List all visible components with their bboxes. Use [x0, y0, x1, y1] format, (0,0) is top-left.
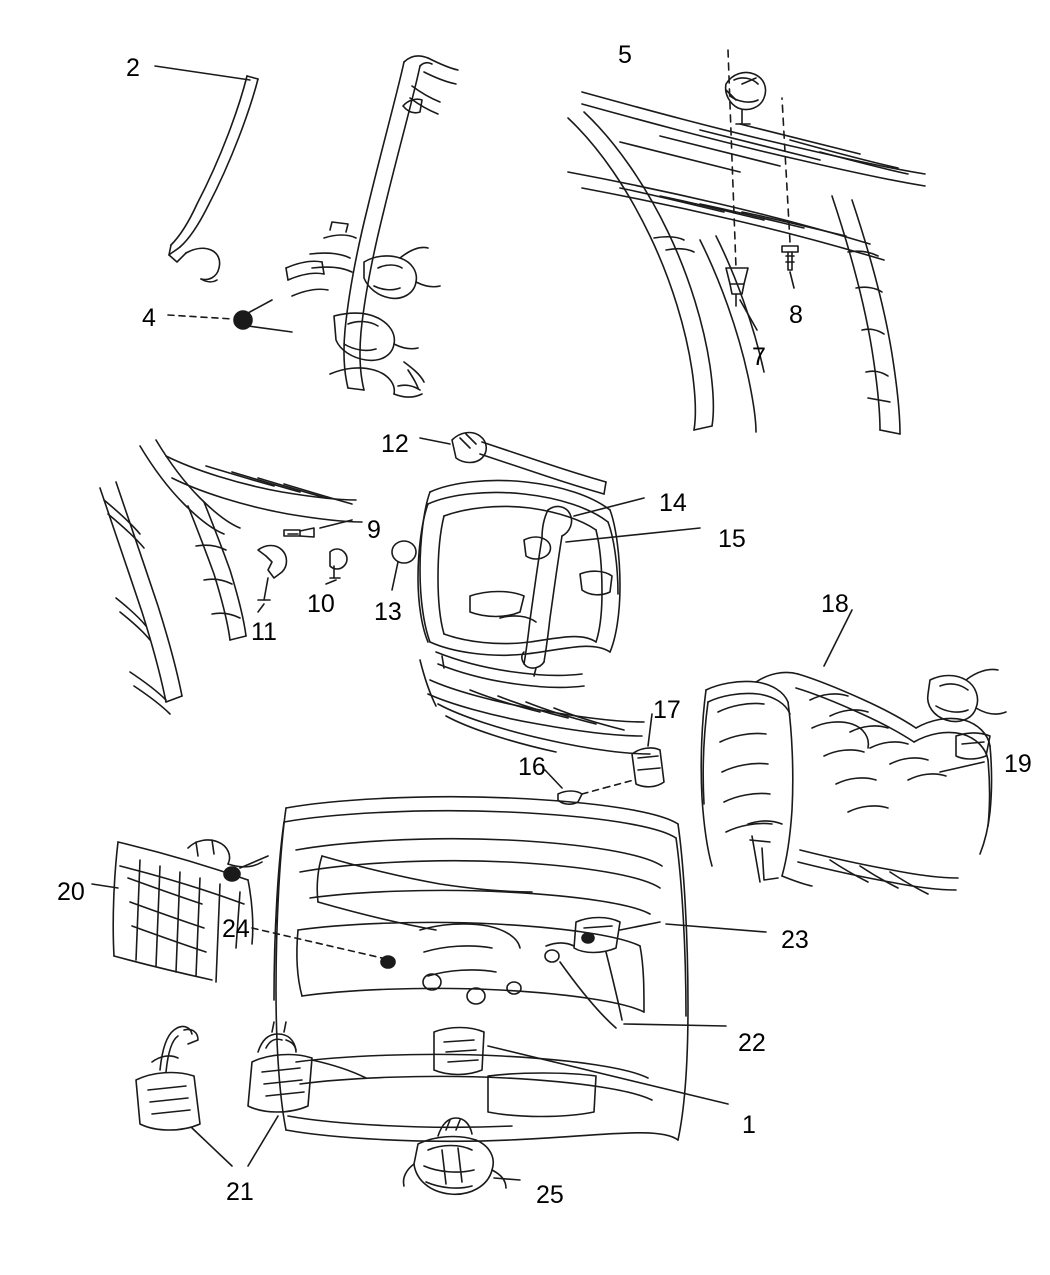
- callout-9: 9: [367, 516, 381, 544]
- callout-7: 7: [752, 343, 766, 371]
- group-upper-right-roof: [568, 50, 925, 434]
- callout-5: 5: [618, 41, 632, 69]
- callout-19: 19: [1004, 750, 1032, 778]
- callout-14: 14: [659, 489, 687, 517]
- group-right-body-opening: [701, 610, 1006, 894]
- callout-13: 13: [374, 598, 402, 626]
- callout-16: 16: [518, 753, 546, 781]
- group-middle-left-headliner: [100, 440, 362, 714]
- callout-21: 21: [226, 1178, 254, 1206]
- callout-18: 18: [821, 590, 849, 618]
- callout-17: 17: [653, 696, 681, 724]
- callout-24: 24: [222, 915, 250, 943]
- callout-22: 22: [738, 1029, 766, 1057]
- group-bottom-liftgate-panel: [92, 797, 766, 1195]
- callout-1: 1: [742, 1111, 756, 1139]
- callout-10: 10: [307, 590, 335, 618]
- callout-15: 15: [718, 525, 746, 553]
- callout-20: 20: [57, 878, 85, 906]
- callout-23: 23: [781, 926, 809, 954]
- callout-12: 12: [381, 430, 409, 458]
- callout-2: 2: [126, 54, 140, 82]
- callout-4: 4: [142, 304, 156, 332]
- callout-25: 25: [536, 1181, 564, 1209]
- group-upper-left-pillar: [155, 56, 458, 397]
- callout-8: 8: [789, 301, 803, 329]
- group-middle-liftgate: [392, 433, 700, 805]
- callout-11: 11: [251, 618, 277, 646]
